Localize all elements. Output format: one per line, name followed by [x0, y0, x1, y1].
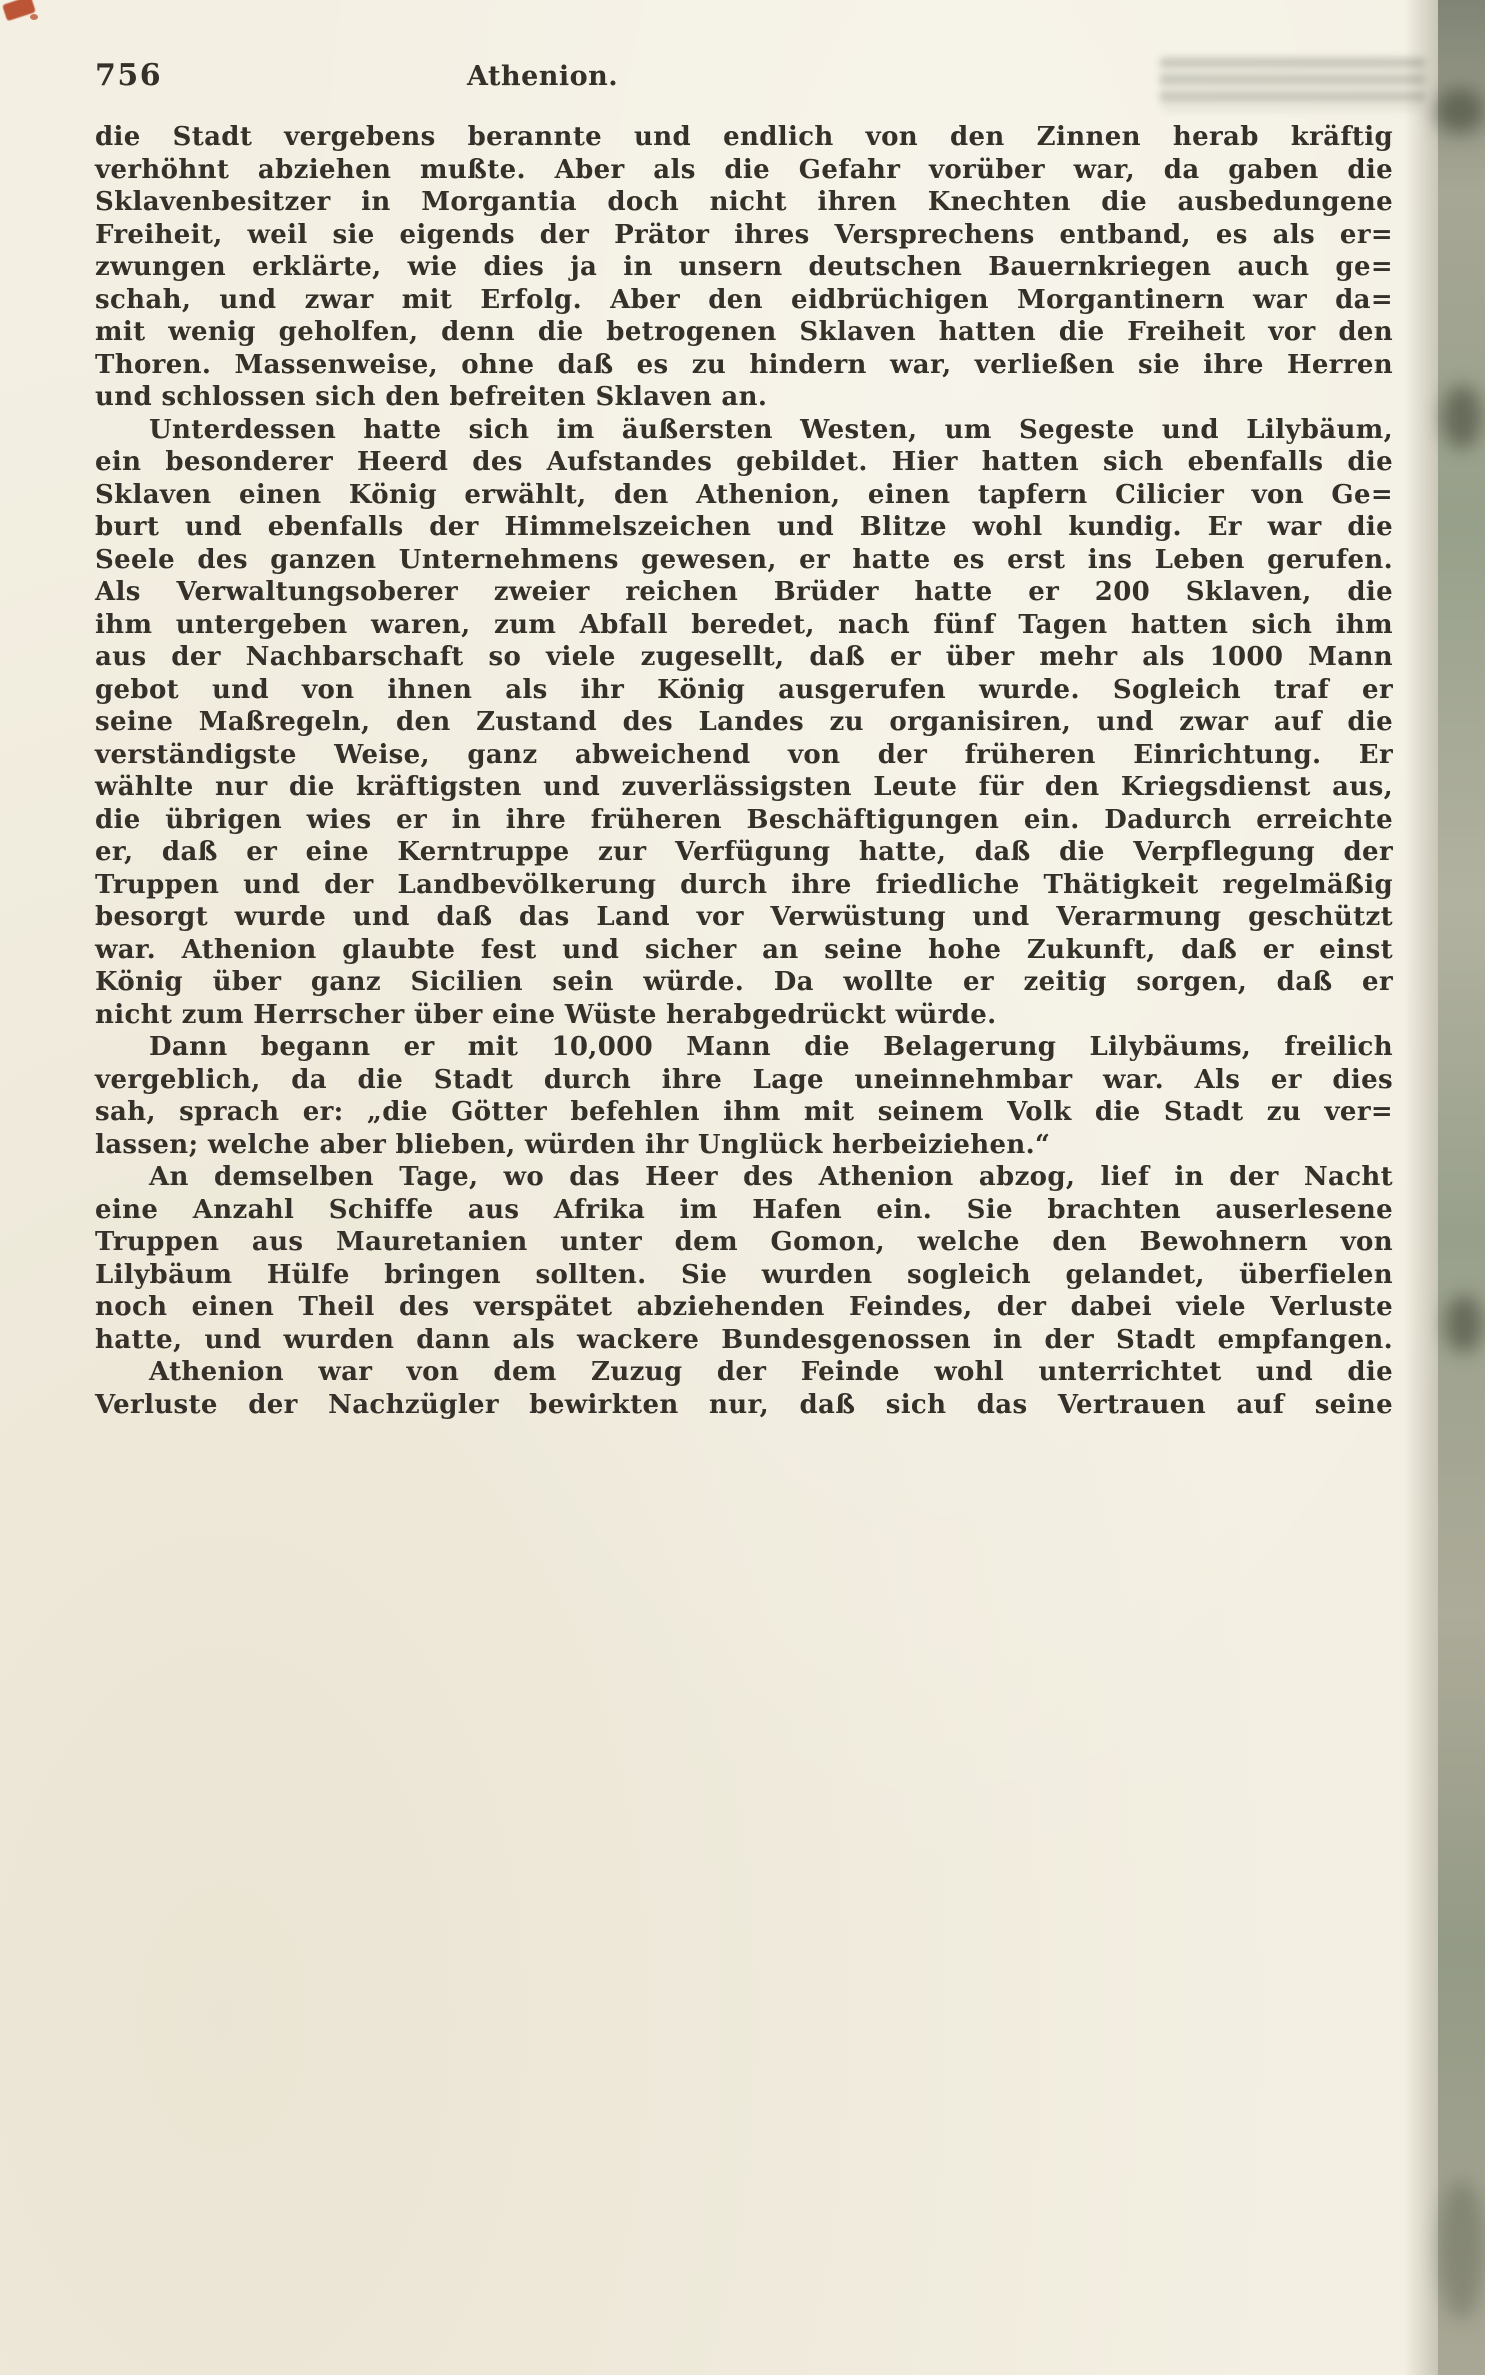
text-line: Thoren. Massenweise, ohne daß es zu hindern war, verließen sie ihre Herren	[95, 349, 1393, 380]
edge-stain	[1442, 385, 1482, 449]
text-line: nicht zum Herrscher über eine Wüste herabgedrückt würde.	[95, 999, 997, 1030]
text-line: ein besonderer Heerd des Aufstandes gebildet. Hier hatten sich ebenfalls die	[95, 447, 1393, 477]
paragraph	[95, 1031, 1393, 1161]
paragraph	[95, 121, 1393, 414]
text-line: hatte, und wurden dann als wackere Bundesgenossen in der Stadt empfangen.	[95, 1324, 1393, 1355]
page-number: 756	[95, 58, 163, 93]
book-edge	[1438, 0, 1485, 2375]
running-header: Athenion.	[467, 61, 619, 92]
text-line: Sklavenbesitzer in Morgantia doch nicht ihren Knechten die ausbedungene	[95, 187, 1393, 217]
text-line: eine Anzahl Schiffe aus Afrika im Hafen ein. Sie brachten auserlesene	[95, 1194, 1393, 1225]
text-line: wählte nur die kräftigsten und zuverlässigsten Leute für den Kriegsdienst aus,	[95, 772, 1393, 802]
text-line: verhöhnt abziehen mußte. Aber als die Gefahr vorüber war, da gaben die	[95, 154, 1393, 185]
text-line: mit wenig geholfen, denn die betrogenen Sklaven hatten die Freiheit vor den	[95, 317, 1393, 347]
text-line: Truppen aus Mauretanien unter dem Gomon, welche den Bewohnern von	[95, 1227, 1393, 1257]
text-line: schah, und zwar mit Erfolg. Aber den eidbrüchigen Morgantinern war da=	[95, 284, 1393, 315]
text-line: war. Athenion glaubte fest und sicher an seine hohe Zukunft, daß er einst	[95, 934, 1393, 965]
text-line: Dann begann er mit 10,000 Mann die Belagerung Lilybäums, freilich	[149, 1032, 1393, 1062]
page-gutter-shadow	[1404, 0, 1438, 2375]
page-header	[95, 56, 1393, 98]
text-line: besorgt wurde und daß das Land vor Verwüstung und Verarmung geschützt	[95, 902, 1393, 932]
red-ink-speck	[30, 14, 38, 20]
edge-stain	[1445, 1295, 1483, 1353]
text-line: Freiheit, weil sie eigends der Prätor ihres Versprechens entband, es als er=	[95, 219, 1393, 250]
text-line: Seele des ganzen Unternehmens gewesen, er hatte es erst ins Leben gerufen.	[95, 544, 1393, 575]
text-line: Truppen und der Landbevölkerung durch ihre friedliche Thätigkeit regelmäßig	[95, 869, 1393, 900]
text-line: verständigste Weise, ganz abweichend von der früheren Einrichtung. Er	[95, 739, 1393, 770]
text-line: Als Verwaltungsoberer zweier reichen Brüder hatte er 200 Sklaven, die	[95, 577, 1393, 607]
paragraph	[95, 1356, 1393, 1421]
paragraph	[95, 1161, 1393, 1356]
body-text	[95, 121, 1393, 1421]
text-line: König über ganz Sicilien sein würde. Da wollte er zeitig sorgen, daß er	[95, 967, 1393, 997]
text-line: An demselben Tage, wo das Heer des Athenion abzog, lief in der Nacht	[149, 1162, 1393, 1192]
text-line: zwungen erklärte, wie dies ja in unsern deutschen Bauernkriegen auch ge=	[95, 252, 1393, 282]
text-line: Lilybäum Hülfe bringen sollten. Sie wurden sogleich gelandet, überfielen	[95, 1259, 1393, 1290]
text-line: Unterdessen hatte sich im äußersten Westen, um Segeste und Lilybäum,	[149, 414, 1393, 445]
text-line: Athenion war von dem Zuzug der Feinde wohl unterrichtet und die	[149, 1357, 1393, 1387]
text-line: seine Maßregeln, den Zustand des Landes zu organisiren, und zwar auf die	[95, 707, 1393, 737]
edge-stain	[1438, 2180, 1485, 2320]
text-line: noch einen Theil des verspätet abziehenden Feindes, der dabei viele Verluste	[95, 1292, 1393, 1322]
text-line: und schlossen sich den befreiten Sklaven an.	[95, 382, 768, 412]
text-line: vergeblich, da die Stadt durch ihre Lage uneinnehmbar war. Als er dies	[95, 1064, 1393, 1095]
text-line: ihm untergeben waren, zum Abfall beredet, nach fünf Tagen hatten sich ihm	[95, 609, 1393, 640]
paragraph	[95, 414, 1393, 1032]
text-line: sah, sprach er: „die Götter befehlen ihm mit seinem Volk die Stadt zu ver=	[95, 1097, 1393, 1127]
edge-stain	[1435, 88, 1485, 134]
text-line: Sklaven einen König erwählt, den Athenion, einen tapfern Cilicier von Ge=	[95, 479, 1393, 510]
text-line: Verluste der Nachzügler bewirkten nur, daß sich das Vertrauen auf seine	[95, 1389, 1393, 1420]
text-line: aus der Nachbarschaft so viele zugesellt, daß er über mehr als 1000 Mann	[95, 642, 1393, 672]
text-line: gebot und von ihnen als ihr König ausgerufen wurde. Sogleich traf er	[95, 674, 1393, 705]
text-line: burt und ebenfalls der Himmelszeichen und Blitze wohl kundig. Er war die	[95, 512, 1393, 542]
text-line: lassen; welche aber blieben, würden ihr Unglück herbeiziehen.“	[95, 1129, 1051, 1160]
text-line: die übrigen wies er in ihre früheren Beschäftigungen ein. Dadurch erreichte	[95, 804, 1393, 835]
text-line: die Stadt vergebens berannte und endlich von den Zinnen herab kräftig	[95, 122, 1393, 152]
text-line: er, daß er eine Kerntruppe zur Verfügung hatte, daß die Verpflegung der	[95, 837, 1393, 867]
